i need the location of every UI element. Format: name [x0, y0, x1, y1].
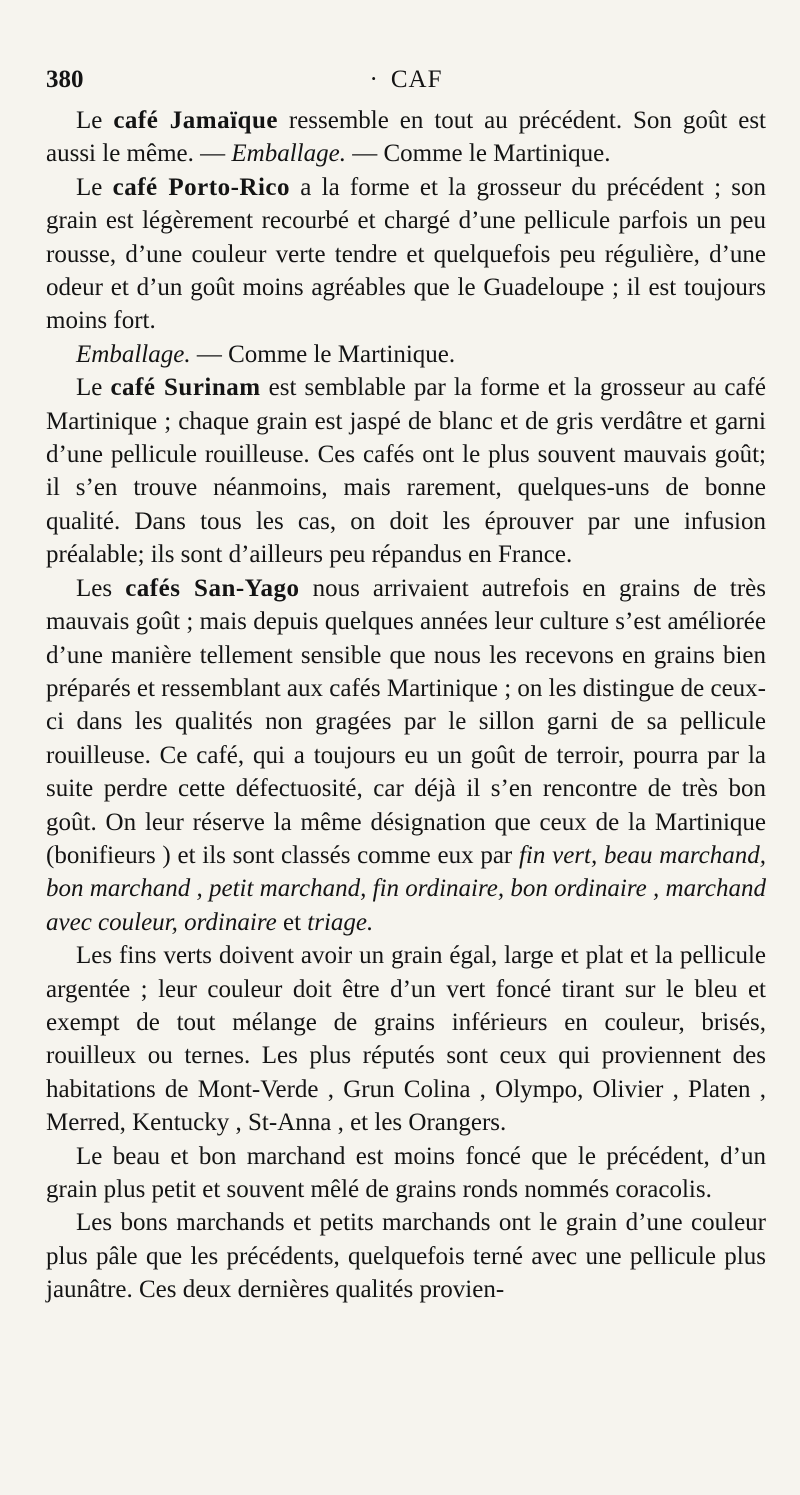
page-header [46, 66, 766, 104]
bold-term: café Jamaïque [113, 107, 278, 134]
bold-term: café Surinam [110, 374, 261, 402]
paragraph-jamaique [46, 104, 766, 171]
paragraph-porto-rico [46, 171, 766, 338]
text-run: ressemble en tout au précédent. Son goût est aussi le même. — [46, 107, 767, 168]
running-head-title: CAF [390, 66, 443, 93]
italic-text: triage. [307, 908, 374, 936]
text-run: et [276, 908, 308, 936]
text-run: Le [76, 107, 114, 134]
text-run: est semblable par la forme et la grosseur au café Martinique ; chaque grain est jaspé de blanc et de gris verdâtre et garni d’une pellicule rouilleuse. Ces cafés ont le plus souvent mauvais goût; il s’en trouve néanmoins, mais rarement, quelques-uns de bonne qualité. Dans tous les cas, on doit les éprouver par une infusion préalable; ils sont d’ailleurs peu répandus en France. [46, 374, 767, 569]
italic-text: Emballage. [76, 340, 191, 368]
text-run: Le [76, 374, 111, 402]
paragraph-surinam [46, 371, 766, 571]
paragraph-beau-marchand [46, 1140, 766, 1207]
text-run: a la forme et la grosseur du précédent ; son grain est légèrement recourbé et chargé d’une pellicule parfois un peu rousse, d’une couleur verte tendre et quelquefois peu régulière, d’une odeur et d’un goût moins agréables que le Guadeloupe ; il est toujours moins fort. [46, 173, 766, 335]
text-run: — Comme le Martinique. [345, 140, 611, 168]
text-run: Les bons marchands et petits marchands ont le grain d’une couleur plus pâle que les précédents, quelquefois terné avec une pellicule plus jaunâtre. Ces deux dernières qualités provien- [46, 1209, 766, 1304]
text-run: Le [76, 173, 113, 201]
paragraph-fins-verts [46, 939, 766, 1139]
italic-text: Emballage. [231, 140, 346, 168]
paragraph-san-yago [46, 572, 766, 939]
body-text [46, 104, 766, 1307]
text-run: nous arrivaient autrefois en grains de très mauvais goût ; mais depuis quelques années leur culture s’est améliorée d’une manière tellement sensible que nous les recevons en grains bien préparés et ressemblant aux cafés Martinique ; on les distingue de ceux-ci dans les qualités non gragées par le sillon garni de sa pellicule rouilleuse. Ce café, qui a toujours eu un goût de terroir, pourra par la suite perdre cette défectuosité, car déjà il s’en rencontre de très bon goût. On leur réserve la même désignation que ceux de la Martinique (bonifieurs ) et ils sont classés comme eux par [46, 574, 766, 869]
paragraph-porto-rico-emballage [46, 338, 766, 371]
bold-term: cafés San-Yago [125, 574, 300, 602]
paragraph-bons-marchands [46, 1206, 766, 1306]
text-run: — Comme le Martinique. [190, 340, 456, 368]
page-number: 380 [46, 66, 84, 93]
running-head-dot: · [369, 66, 379, 93]
text-run: Les fins verts doivent avoir un grain égal, large et plat et la pellicule argentée ; leur couleur doit être d’un vert foncé tirant sur le bleu et exempt de tout mélange de grains inférieurs en couleur, brisés, rouilleux ou ternes. Les plus réputés sont ceux qui proviennent des habitations de Mont-Verde , Grun Colina , Olympo, Olivier , Platen , Merred, Kentucky , St-Anna , et les Orangers. [46, 942, 766, 1137]
bold-term: café Porto-Rico [112, 173, 291, 201]
running-head [46, 66, 766, 94]
text-run: Le beau et bon marchand est moins foncé que le précédent, d’un grain plus petit et souvent mêlé de grains ronds nommés coracolis. [46, 1142, 766, 1203]
text-run: Les [76, 574, 126, 602]
italic-text: fin vert, beau marchand, bon marchand , petit marchand, fin ordinaire, bon ordinaire , marchand avec couleur, ordinaire [46, 841, 766, 936]
